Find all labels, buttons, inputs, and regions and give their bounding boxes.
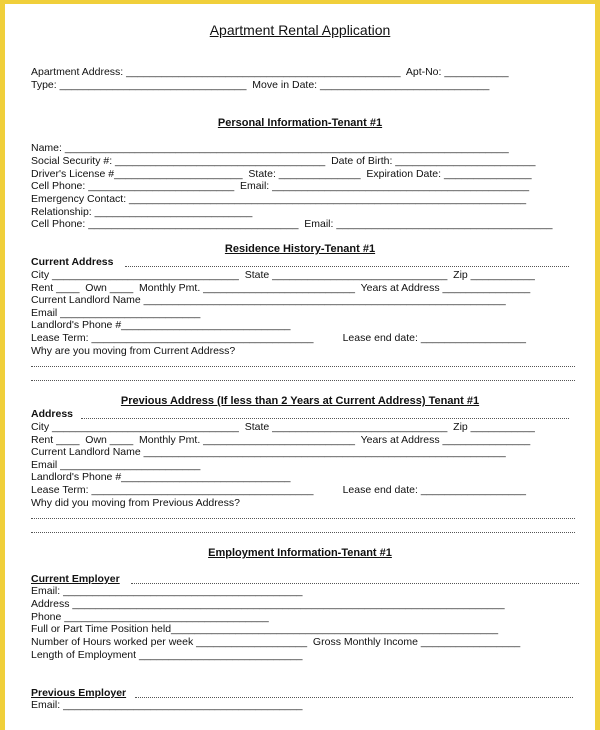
employer-address-field[interactable]: Address __________________________________________________________________________	[31, 598, 505, 610]
moving-reason-blank-1[interactable]	[31, 366, 575, 367]
previous-address-heading: Previous Address (If less than 2 Years at Current Address) Tenant #1	[120, 395, 480, 407]
current-employer-blank[interactable]	[131, 583, 579, 584]
employment-heading: Employment Information-Tenant #1	[208, 547, 392, 559]
landlord-name-field[interactable]: Current Landlord Name ______________________________________________________________	[31, 294, 506, 306]
landlord-phone-field[interactable]: Landlord's Phone #_____________________________	[31, 319, 291, 331]
moving-reason-label: Why are you moving from Current Address?	[31, 345, 236, 357]
lease-term-field[interactable]: Lease Term: ______________________________________ Lease end date: __________________	[31, 332, 526, 344]
name-field[interactable]: Name: ____________________________________________________________________________	[31, 142, 509, 154]
emergency-cell-email-field[interactable]: Cell Phone: ____________________________________ Email: _____________________________________	[31, 218, 553, 230]
city-state-zip-field[interactable]: City ________________________________ State ______________________________ Zip ___________	[31, 269, 535, 281]
employer-phone-field[interactable]: Phone ___________________________________	[31, 611, 269, 623]
apartment-address-field[interactable]: Apartment Address: _______________________________________________ Apt-No: ___________	[31, 66, 509, 78]
prev-landlord-email-field[interactable]: Email ________________________	[31, 459, 201, 471]
current-employer-label: Current Employer	[31, 573, 120, 585]
prev-landlord-phone-field[interactable]: Landlord's Phone #_____________________________	[31, 471, 291, 483]
prev-moving-reason-blank-2[interactable]	[31, 532, 575, 533]
prev-moving-reason-blank-1[interactable]	[31, 518, 575, 519]
prev-employer-email-field[interactable]: Email: _________________________________________	[31, 699, 303, 711]
relationship-field[interactable]: Relationship: ___________________________	[31, 206, 253, 218]
address-label: Address	[31, 408, 74, 420]
prev-lease-term-field[interactable]: Lease Term: ______________________________________ Lease end date: __________________	[31, 484, 526, 496]
type-move-in-field[interactable]: Type: ________________________________ Move in Date: _____________________________	[31, 79, 490, 91]
previous-employer-label: Previous Employer	[31, 687, 127, 699]
previous-employer-blank[interactable]	[135, 697, 573, 698]
prev-moving-reason-label: Why did you moving from Previous Address?	[31, 497, 240, 509]
cell-email-field[interactable]: Cell Phone: _________________________ Email: ____________________________________________	[31, 180, 530, 192]
current-address-label: Current Address	[31, 256, 114, 268]
residence-history-heading: Residence History-Tenant #1	[224, 243, 376, 255]
application-form	[5, 4, 595, 730]
drivers-license-field[interactable]: Driver's License #______________________ State: ______________ Expiration Date: _______________	[31, 168, 532, 180]
prev-rent-own-field[interactable]: Rent ____ Own ____ Monthly Pmt. __________________________ Years at Address _______________	[31, 434, 531, 446]
hours-income-field[interactable]: Number of Hours worked per week ___________________ Gross Monthly Income _________________	[31, 636, 521, 648]
form-title: Apartment Rental Application	[209, 22, 391, 38]
prev-landlord-name-field[interactable]: Current Landlord Name ______________________________________________________________	[31, 446, 506, 458]
rent-own-field[interactable]: Rent ____ Own ____ Monthly Pmt. __________________________ Years at Address _______________	[31, 282, 531, 294]
emergency-contact-field[interactable]: Emergency Contact: ____________________________________________________________________	[31, 193, 527, 205]
previous-address-blank[interactable]	[81, 418, 569, 419]
ssn-dob-field[interactable]: Social Security #: ____________________________________ Date of Birth: ________________________	[31, 155, 536, 167]
employer-email-field[interactable]: Email: _________________________________________	[31, 585, 303, 597]
employment-length-field[interactable]: Length of Employment ____________________________	[31, 649, 303, 661]
prev-city-state-zip-field[interactable]: City ________________________________ State ______________________________ Zip ___________	[31, 421, 535, 433]
landlord-email-field[interactable]: Email ________________________	[31, 307, 201, 319]
personal-info-heading: Personal Information-Tenant #1	[217, 117, 383, 129]
position-held-field[interactable]: Full or Part Time Position held________________________________________________________	[31, 623, 499, 635]
current-address-blank[interactable]	[125, 266, 569, 267]
moving-reason-blank-2[interactable]	[31, 380, 575, 381]
